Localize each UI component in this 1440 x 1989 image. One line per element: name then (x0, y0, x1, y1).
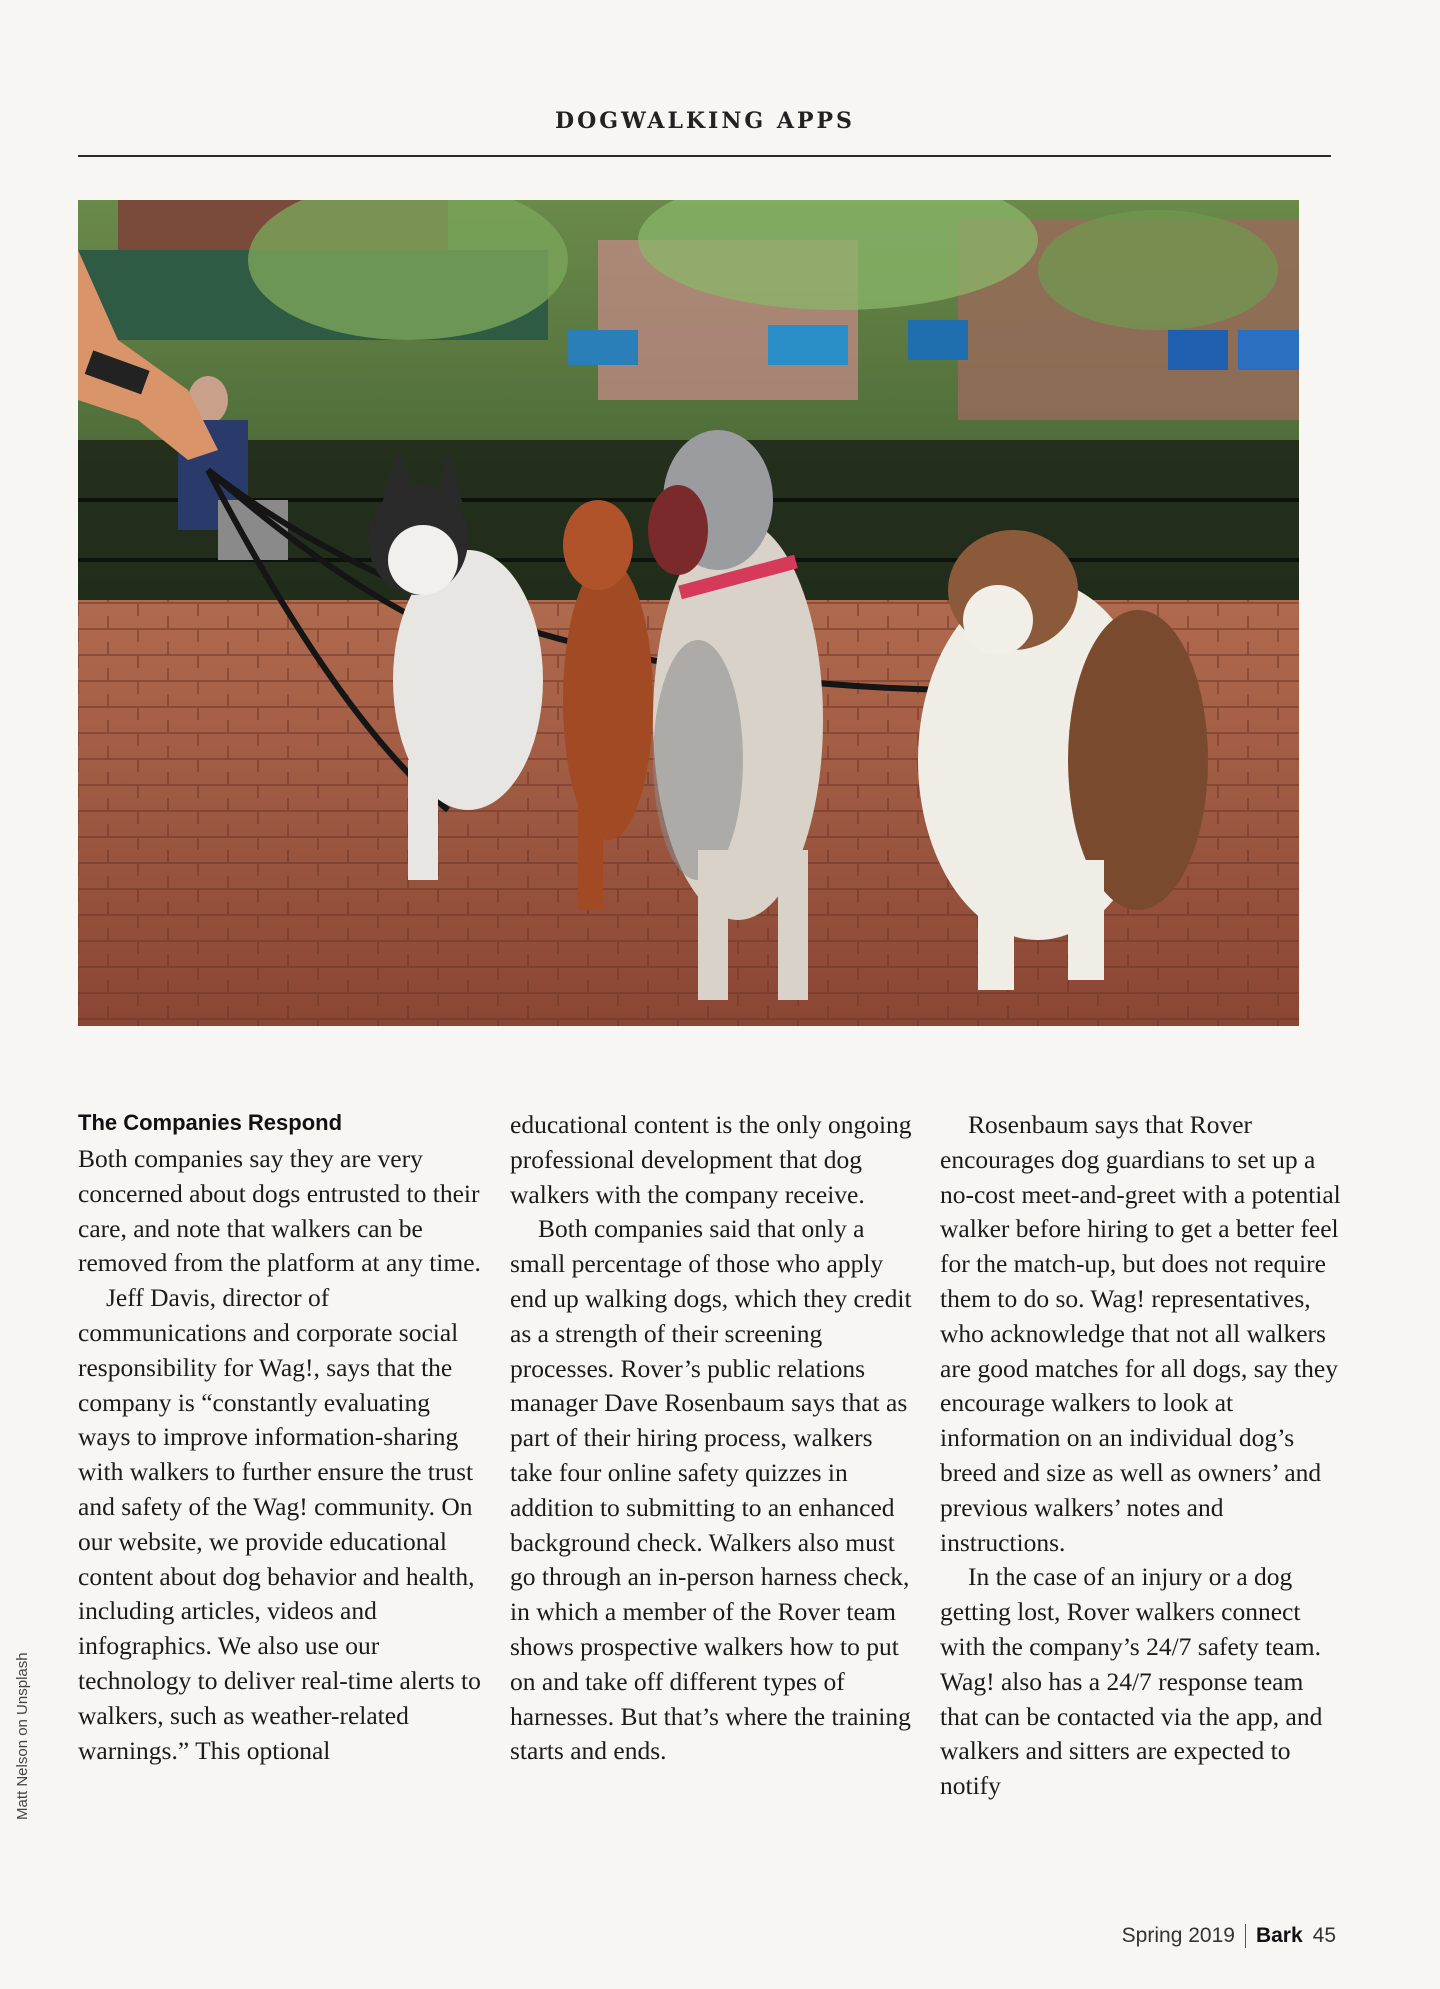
paragraph: educational content is the only ongoing professional development that dog walkers with the company receive. (510, 1110, 912, 1209)
dogs-photo (78, 200, 1299, 1026)
subhead: The Companies Respond (78, 1110, 343, 1135)
paragraph: Jeff Davis, director of communications and corporate social responsibility for Wag!, says that the company is “constantly evaluating ways to improve information-sharing with walkers to further ensure the trust and safety of the Wag! community. On our website, we provide educational content about dog behavior and health, including articles, videos and infographics. We also use our technology to deliver real-time alerts to walkers, such as weather-related warnings.” This optional (78, 1283, 481, 1765)
footer-separator (1245, 1924, 1246, 1948)
issue-label: Spring 2019 (1121, 1924, 1235, 1947)
article-column-1 (78, 1108, 483, 1768)
section-header: DOGWALKING APPS (555, 108, 855, 134)
paragraph: In the case of an injury or a dog getting lost, Rover walkers connect with the company’s 24/7 safety team. Wag! also has a 24/7 response team that can be contacted via the app, and walkers and sitters are expected to notify (940, 1562, 1323, 1801)
page-footer (1122, 1924, 1336, 1948)
photo-credit: Matt Nelson on Unsplash (14, 1652, 31, 1820)
paragraph: Both companies said that only a small percentage of those who apply end up walking dogs, which they credit as a strength of their screening processes. Rover’s public relations manager Dave Rosenbaum says that as part of their hiring process, walkers take four online safety quizzes in addition to submitting to an enhanced background check. Walkers also must go through an in-person harness check, in which a member of the Rover team shows prospective walkers how to put on and take off different types of harnesses. But that’s where the training starts and ends. (510, 1214, 912, 1766)
paragraph: Both companies say they are very concerned about dogs entrusted to their care, and note that walkers can be removed from the platform at any time. (78, 1144, 481, 1278)
article-column-2 (510, 1108, 915, 1769)
magazine-name: Bark (1255, 1924, 1303, 1947)
paragraph: Rosenbaum says that Rover encourages dog guardians to set up a no-cost meet-and-greet with a potential walker before hiring to get a better feel for the match-up, but does not require them to do so. Wag! representatives, who acknowledge that not all walkers are good matches for all dogs, say they encourage walkers to look at information on an individual dog’s breed and size as well as owners’ and previous walkers’ notes and instructions. (940, 1110, 1341, 1557)
article-column-3 (940, 1108, 1345, 1804)
page-number: 45 (1312, 1924, 1336, 1947)
header-rule (78, 155, 1331, 157)
